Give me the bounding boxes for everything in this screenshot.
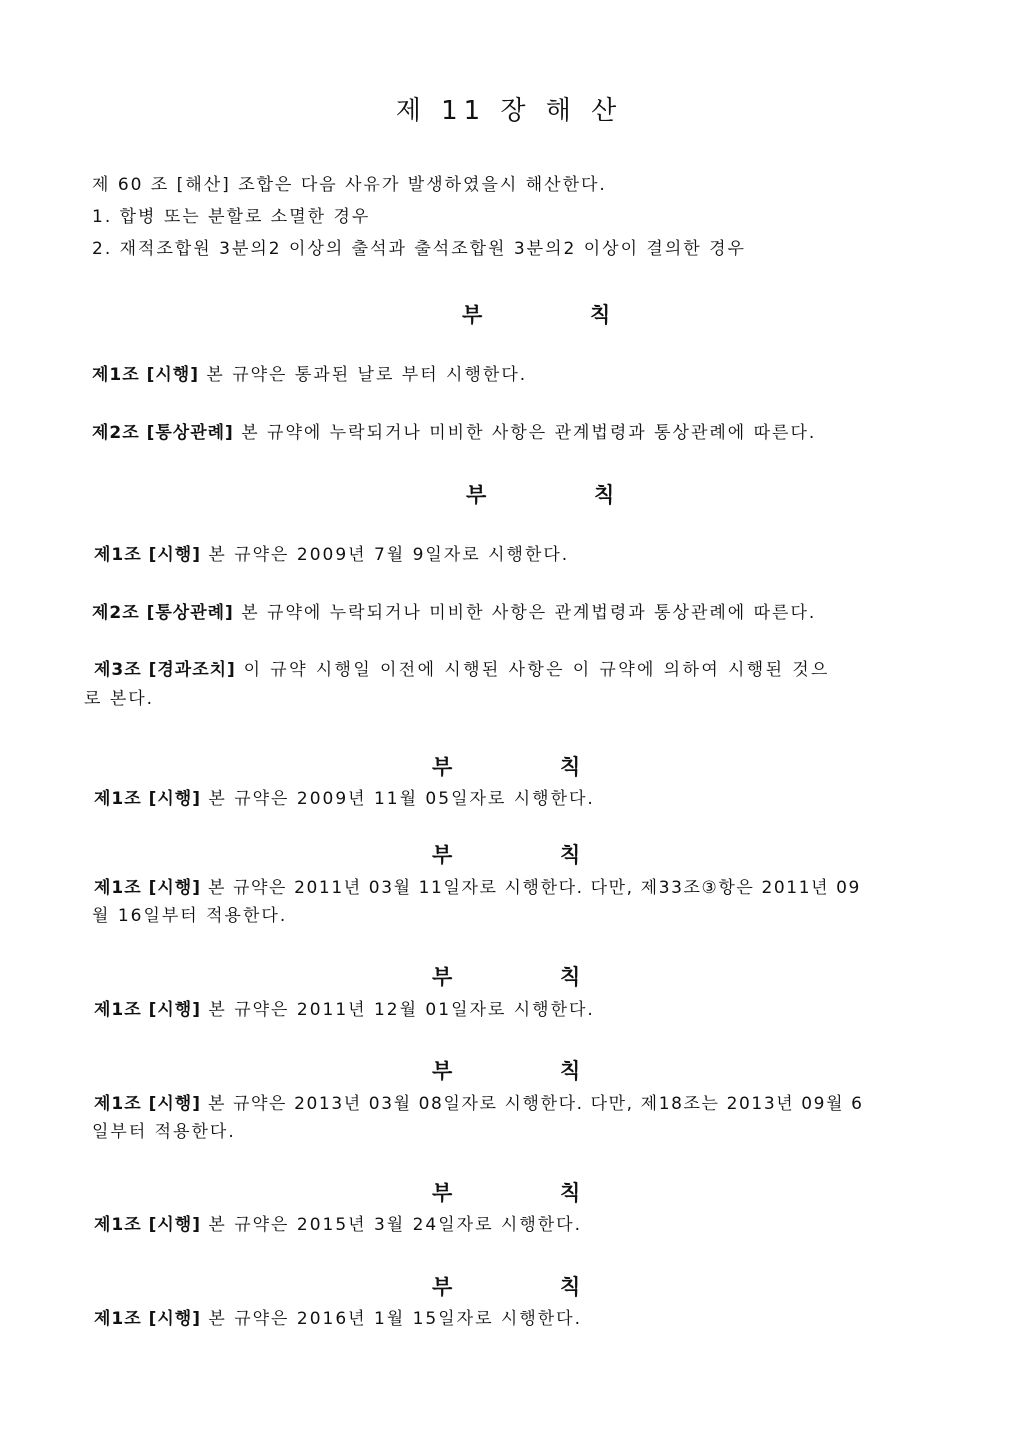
s7-article-1 [94, 1214, 582, 1236]
article-60-item-2: 2. 재적조합원 3분의2 이상의 출석과 출석조합원 3분의2 이상이 결의한 경우 [92, 239, 746, 259]
chapter-title: 제 11 장 해 산 [395, 96, 623, 126]
article-text: 본 규약은 통과된 날로 부터 시행한다. [198, 365, 528, 385]
article-head: 제1조 [시행] [94, 1000, 201, 1020]
article-head: 제2조 [통상관례] [92, 603, 234, 623]
article-text: 본 규약은 2016년 1월 15일자로 시행한다. [200, 1309, 583, 1329]
article-text: 본 규약은 2015년 3월 24일자로 시행한다. [200, 1215, 583, 1235]
s6-article-1-cont: 일부터 적용한다. [92, 1122, 236, 1142]
heading-chik: 칙 [560, 1059, 581, 1083]
s5-article-1 [94, 999, 595, 1021]
article-text: 본 규약에 누락되거나 미비한 사항은 관계법령과 통상관례에 따른다. [233, 423, 817, 443]
heading-bu: 부 [432, 1181, 453, 1205]
s1-article-1 [92, 364, 527, 386]
article-60-item-1: 1. 합병 또는 분할로 소멸한 경우 [92, 207, 371, 227]
s8-article-1 [94, 1308, 582, 1330]
s6-article-1 [94, 1093, 864, 1115]
heading-bu: 부 [432, 843, 453, 867]
heading-chik: 칙 [560, 1275, 581, 1299]
article-60-head: 제 60 조 [해산] [92, 175, 231, 195]
article-60 [92, 174, 607, 196]
article-text: 이 규약 시행일 이전에 시행된 사항은 이 규약에 의하여 시행된 것으 [235, 660, 830, 680]
article-head: 제1조 [시행] [92, 365, 199, 385]
heading-chik: 칙 [590, 303, 611, 327]
article-head: 제1조 [시행] [94, 1094, 201, 1114]
article-head: 제2조 [통상관례] [92, 423, 234, 443]
heading-bu: 부 [432, 755, 453, 779]
article-text: 본 규약은 2009년 11월 05일자로 시행한다. [200, 789, 595, 809]
article-head: 제1조 [시행] [94, 1215, 201, 1235]
heading-chik: 칙 [560, 843, 581, 867]
heading-bu: 부 [432, 1275, 453, 1299]
s2-article-2 [92, 602, 816, 624]
heading-bu: 부 [432, 965, 453, 989]
article-text: 본 규약은 2009년 7월 9일자로 시행한다. [200, 545, 570, 565]
article-head: 제1조 [시행] [94, 545, 201, 565]
article-60-text: 조합은 다음 사유가 발생하였을시 해산한다. [230, 175, 607, 195]
s2-article-3 [94, 659, 830, 681]
s4-article-1-cont: 월 16일부터 적용한다. [92, 906, 288, 926]
article-text: 본 규약은 2011년 03월 11일자로 시행한다. 다만, 제33조③항은 2011년 09 [200, 878, 861, 898]
article-text: 본 규약에 누락되거나 미비한 사항은 관계법령과 통상관례에 따른다. [233, 603, 817, 623]
article-head: 제1조 [시행] [94, 1309, 201, 1329]
heading-bu: 부 [432, 1059, 453, 1083]
heading-chik: 칙 [594, 483, 615, 507]
heading-chik: 칙 [560, 965, 581, 989]
article-head: 제1조 [시행] [94, 878, 201, 898]
heading-bu: 부 [466, 483, 487, 507]
heading-chik: 칙 [560, 1181, 581, 1205]
heading-bu: 부 [462, 303, 483, 327]
article-head: 제1조 [시행] [94, 789, 201, 809]
s2-article-3-cont: 로 본다. [84, 689, 155, 709]
article-text: 본 규약은 2011년 12월 01일자로 시행한다. [200, 1000, 595, 1020]
s4-article-1 [94, 877, 861, 899]
article-head: 제3조 [경과조치] [94, 660, 236, 680]
article-text: 본 규약은 2013년 03월 08일자로 시행한다. 다만, 제18조는 2013년 09월 6 [200, 1094, 864, 1114]
heading-chik: 칙 [560, 755, 581, 779]
s3-article-1 [94, 788, 595, 810]
s1-article-2 [92, 422, 816, 444]
s2-article-1 [94, 544, 569, 566]
